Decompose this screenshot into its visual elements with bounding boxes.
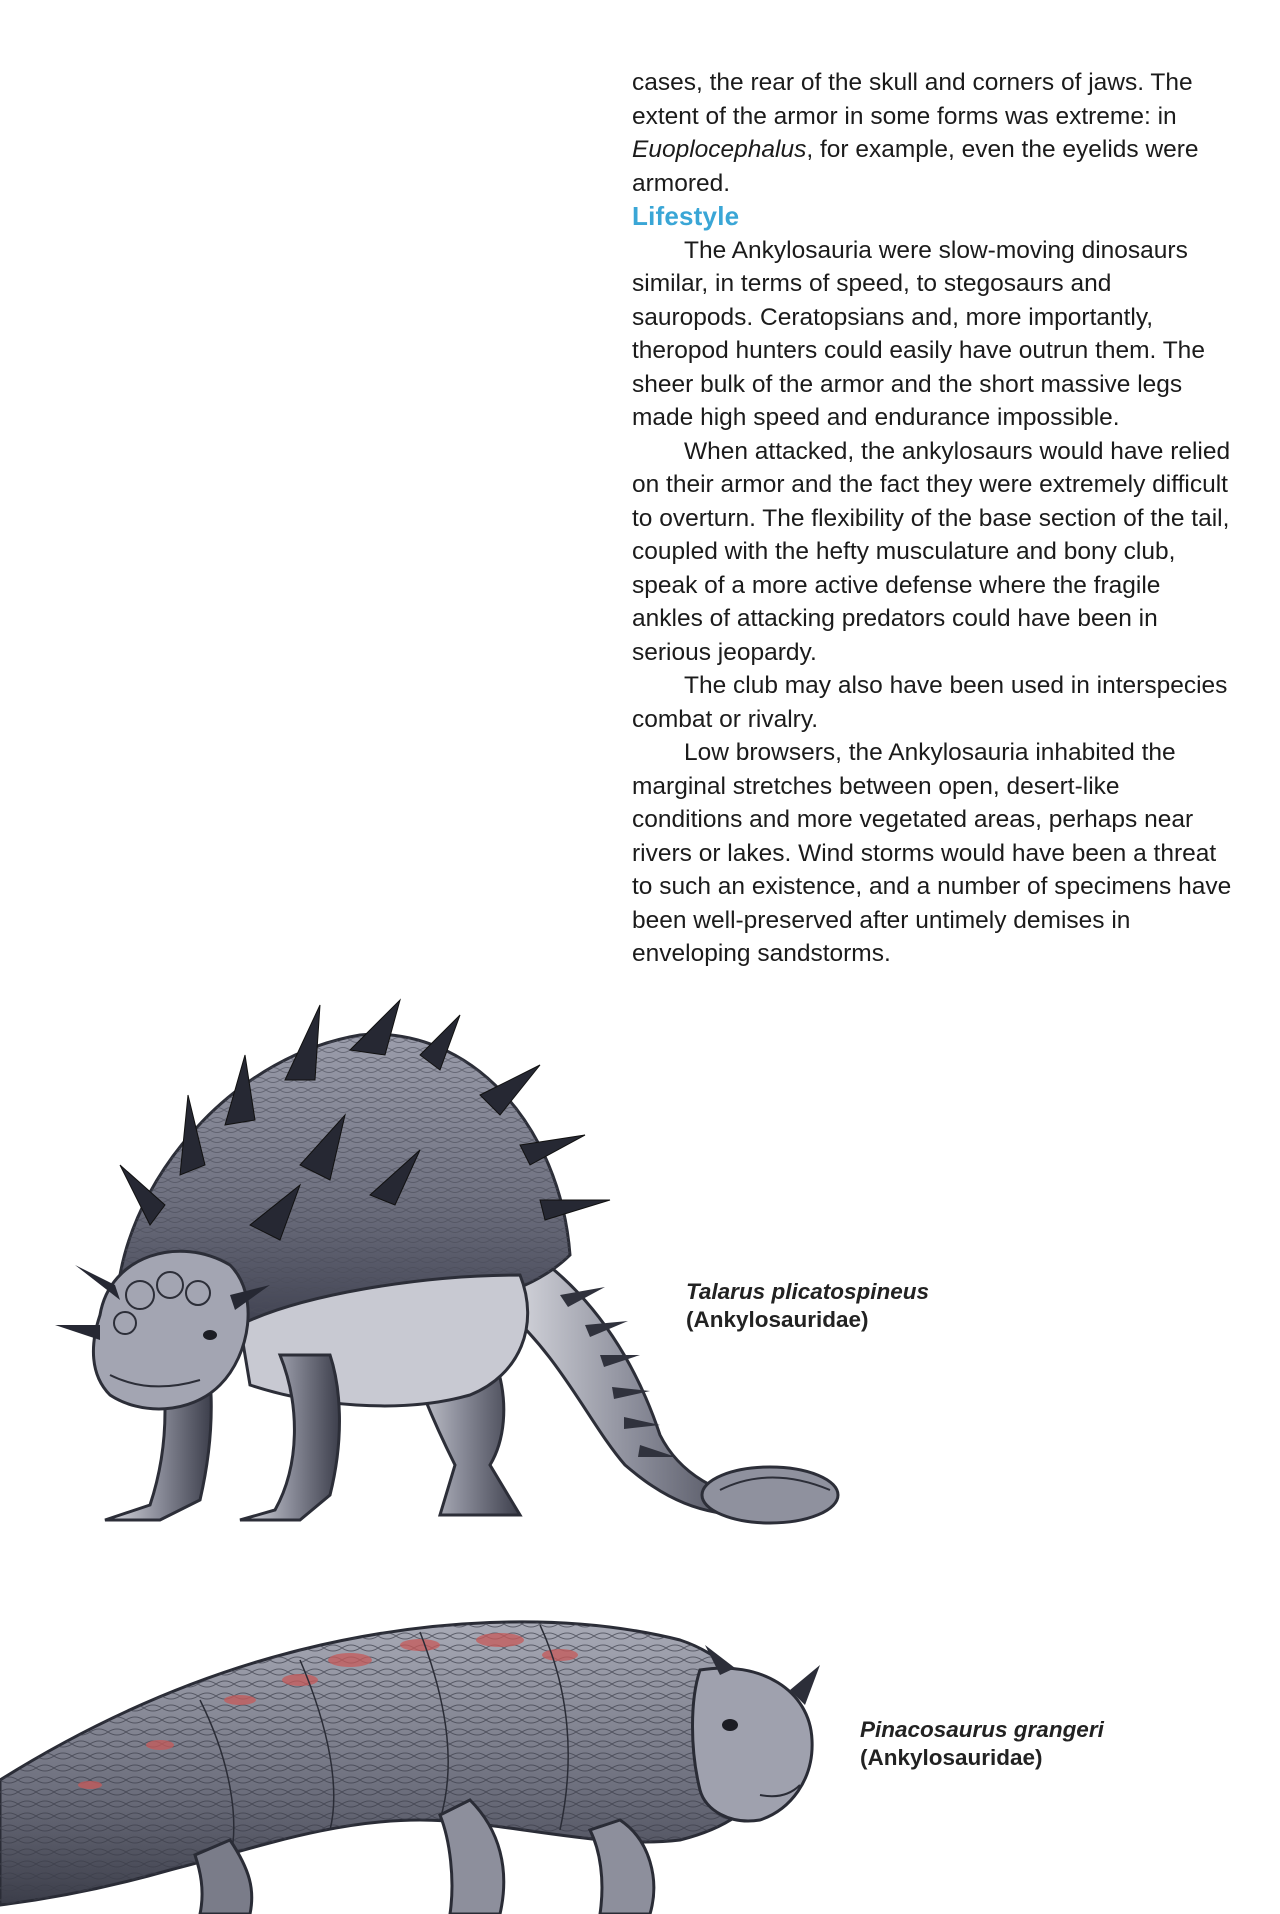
body-text-column bbox=[632, 66, 1232, 971]
genus-name-italic: Euoplocephalus bbox=[632, 136, 807, 163]
caption-species-name: Pinacosaurus grangeri bbox=[860, 1717, 1104, 1742]
caption-family-name: (Ankylosauridae) bbox=[860, 1745, 1043, 1770]
talarus-illustration bbox=[0, 995, 860, 1525]
talarus-caption bbox=[686, 1278, 929, 1334]
paragraph-defense: When attacked, the ankylosaurs would have relied on their armor and the fact they were extremely difficult to overturn. The flexibility of the base section of the tail, coupled with the hefty musculature and bony club, speak of a more active defense where the fragile ankles of attacking predators could have been in serious jeopardy. bbox=[632, 437, 1231, 666]
pinacosaurus-illustration bbox=[0, 1570, 830, 1914]
caption-species-name: Talarus plicatospineus bbox=[686, 1279, 929, 1304]
pinacosaurus-caption bbox=[860, 1716, 1104, 1772]
caption-family-name: (Ankylosauridae) bbox=[686, 1307, 869, 1332]
paragraph-habitat: Low browsers, the Ankylosauria inhabited the marginal stretches between open, desert-like conditions and more vegetated areas, perhaps near rivers or lakes. Wind storms would have been a threat to such an existence, and a number of specimens have been well-preserved after untimely demises in enveloping sandstorms. bbox=[632, 739, 1232, 967]
continuation-text-start: cases, the rear of the skull and corners of jaws. The extent of the armor in some forms was extreme: in bbox=[632, 69, 1193, 130]
paragraph-club: The club may also have been used in interspecies combat or rivalry. bbox=[632, 672, 1228, 733]
continuation-paragraph bbox=[632, 66, 1232, 200]
section-heading-lifestyle: Lifestyle bbox=[632, 201, 740, 231]
continuation-text-end: , for example, even the eyelids were armored. bbox=[632, 136, 1199, 197]
paragraph-speed: The Ankylosauria were slow-moving dinosaurs similar, in terms of speed, to stegosaurs and sauropods. Ceratopsians and, more importantly, theropod hunters could easily have outrun them. The sheer bulk of the armor and the short massive legs made high speed and endurance impossible. bbox=[632, 236, 1205, 431]
